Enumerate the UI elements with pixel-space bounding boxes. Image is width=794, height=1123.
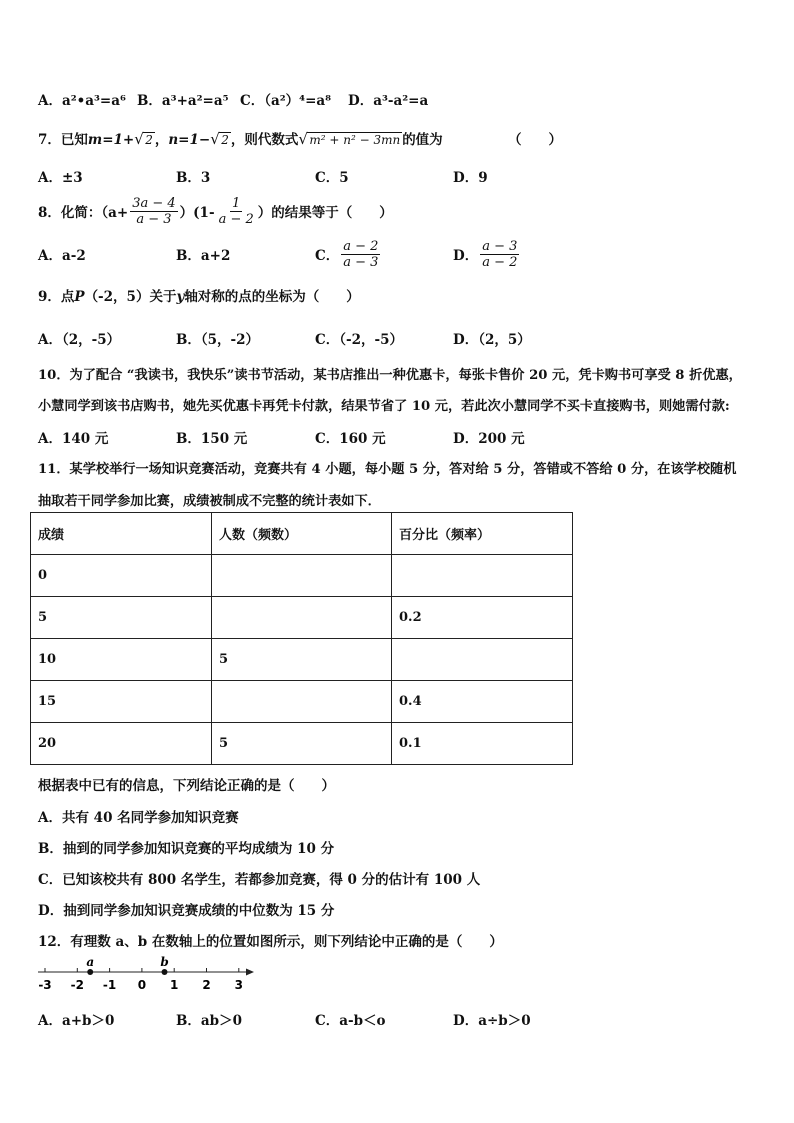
q7-blank: （ ）: [508, 132, 562, 148]
q11-option-a[interactable]: A．共有 40 名同学参加知识竞赛: [38, 810, 239, 826]
q11-line-1: 11．某学校举行一场知识竞赛活动，竞赛共有 4 小题，每小题 5 分，答对给 5 分，答错或不答给 0 分，在该学校随机: [38, 462, 737, 477]
q8-stem: [38, 192, 393, 230]
number-line-tick-label: -1: [102, 978, 117, 992]
q9-option-a[interactable]: A．（2，-5）: [38, 332, 121, 348]
q12-option-d[interactable]: D．a÷b＞0: [453, 1013, 531, 1029]
q7-option-b[interactable]: B．3: [176, 170, 211, 186]
table-row: [31, 639, 573, 681]
number-line-tick-label: 0: [137, 978, 147, 992]
q10-line-2: 小慧同学到该书店购书，她先买优惠卡再凭卡付款，结果节省了 10 元，若此次小慧同学不买卡直接购书，则她需付款:: [38, 399, 730, 414]
q10-option-c[interactable]: C．160 元: [315, 431, 386, 447]
table-row: [31, 555, 573, 597]
q9-pre: 点: [60, 289, 75, 305]
table-cell: 0.2: [392, 597, 573, 639]
q10-option-b[interactable]: B．150 元: [176, 431, 248, 447]
q8-fraction-1: [130, 196, 177, 227]
q7-number: 7．: [38, 132, 61, 148]
q9-option-c[interactable]: C．（-2，-5）: [315, 332, 403, 348]
q8-number: 8．: [38, 205, 61, 221]
table-cell: [212, 597, 392, 639]
q8-fraction-2: [217, 196, 256, 227]
q10-option-a[interactable]: A．140 元: [38, 431, 109, 447]
q12-number-line: [36, 955, 261, 995]
q9-stem: [38, 285, 360, 305]
q12-option-c[interactable]: C．a-b＜o: [315, 1013, 386, 1029]
table-row: [31, 597, 573, 639]
q7-option-d[interactable]: D．9: [453, 170, 488, 186]
q9-coords: （-2，5）关于: [84, 289, 177, 305]
table-cell: 15: [31, 681, 212, 723]
table-cell: [392, 555, 573, 597]
q7-m-sqrt: √ 2: [134, 130, 153, 148]
q8-option-d-fraction: [480, 239, 519, 270]
table-cell: 10: [31, 639, 212, 681]
q7-stem: [38, 128, 443, 148]
q6-option-a[interactable]: A．a²•a³=a⁶: [38, 93, 126, 109]
q6-option-c[interactable]: C．（a²）⁴=a⁸: [240, 93, 332, 109]
q11-prompt: 根据表中已有的信息，下列结论正确的是（ ）: [38, 778, 335, 794]
q7-pre: 已知: [60, 132, 88, 148]
q8-option-d-label: D．: [453, 248, 479, 264]
q10-line-1: 10．为了配合 “我读书，我快乐”读书节活动，某书店推出一种优惠卡，每张卡售价 20 元，凭卡购书可享受 8 折优惠，: [38, 368, 742, 383]
q8-frac2-num: 1: [232, 195, 241, 211]
point-a-label: a: [86, 955, 95, 969]
table-header-percent: 百分比（频率）: [392, 513, 573, 555]
q7-mid: ，则代数式: [230, 132, 299, 148]
q8-optd-den: a − 2: [482, 254, 518, 270]
number-line-tick-label: 2: [202, 978, 211, 992]
q7-n-def: n=1−: [168, 132, 211, 148]
q9-post: 轴对称的点的坐标为（ ）: [184, 289, 360, 305]
number-line-tick-label: -2: [70, 978, 84, 992]
number-line-tick-label: -3: [38, 978, 52, 992]
q10-option-d[interactable]: D．200 元: [453, 431, 525, 447]
table-cell: 0.1: [392, 723, 573, 765]
q7-post: 的值为: [402, 132, 443, 148]
table-row: [31, 681, 573, 723]
q8-option-c-fraction: [341, 239, 380, 270]
table-cell: [212, 555, 392, 597]
q6-option-d[interactable]: D．a³-a²=a: [348, 93, 429, 109]
q8-option-c[interactable]: [315, 235, 382, 273]
table-header-row: [31, 513, 573, 555]
q8-frac1-den: a − 3: [136, 211, 172, 227]
q8-post: ）的结果等于（ ）: [257, 205, 393, 221]
q8-optc-num: a − 2: [343, 238, 379, 254]
point-a-marker: [87, 969, 93, 975]
q7-option-a[interactable]: A．±3: [38, 170, 83, 186]
table-cell: 20: [31, 723, 212, 765]
table-header-count: 人数（频数）: [212, 513, 392, 555]
table-cell: 0.4: [392, 681, 573, 723]
table-header-score: 成绩: [31, 513, 212, 555]
q11-option-d[interactable]: D．抽到同学参加知识竞赛成绩的中位数为 15 分: [38, 903, 335, 919]
q9-number: 9．: [38, 289, 61, 305]
table-cell: 5: [212, 723, 392, 765]
table-cell: 5: [31, 597, 212, 639]
table-cell: 5: [212, 639, 392, 681]
q7-expr-rad: m² + n² − 3mn: [309, 133, 401, 147]
number-line-tick-label: 1: [170, 978, 179, 992]
q7-option-c[interactable]: C．5: [315, 170, 349, 186]
table-cell: 0: [31, 555, 212, 597]
table-row: [31, 723, 573, 765]
q12-option-a[interactable]: A．a+b＞0: [38, 1013, 115, 1029]
q11-option-c[interactable]: C．已知该校共有 800 名学生，若都参加竞赛，得 0 分的估计有 100 人: [38, 872, 481, 888]
q7-m-rad: 2: [145, 133, 153, 147]
q9-option-d[interactable]: D．（2，5）: [453, 332, 531, 348]
q8-frac2-den: a − 2: [218, 211, 254, 227]
q9-axis: y: [176, 289, 185, 305]
point-b-label: b: [160, 955, 169, 969]
q8-pre: 化简：（a+: [60, 205, 129, 221]
number-line-tick-label: 3: [234, 978, 243, 992]
q8-mid: ）(1-: [179, 205, 215, 221]
q11-line-2: 抽取若干同学参加比赛，成绩被制成不完整的统计表如下．: [38, 494, 381, 509]
q8-frac1-num: 3a − 4: [132, 195, 176, 211]
q8-option-c-label: C．: [315, 248, 340, 264]
q12-stem: 12．有理数 a、b 在数轴上的位置如图所示，则下列结论中正确的是（ ）: [38, 934, 503, 950]
number-line-arrow-icon: [246, 969, 254, 976]
q11-stats-table: [30, 512, 573, 765]
q9-point: P: [74, 289, 85, 305]
point-b-marker: [162, 969, 168, 975]
q8-option-d[interactable]: [453, 235, 521, 273]
q9-option-b[interactable]: B．（5，-2）: [176, 332, 260, 348]
table-cell: [392, 639, 573, 681]
q7-m-def: m=1+: [87, 132, 135, 148]
q7-n-sqrt: √ 2: [210, 130, 229, 148]
q6-option-b[interactable]: B．a³+a²=a⁵: [137, 93, 229, 109]
q7-expr-sqrt: √ m² + n² − 3mn: [298, 130, 401, 148]
q7-sep: ，: [154, 132, 169, 148]
q12-option-b[interactable]: B．ab＞0: [176, 1013, 242, 1029]
q8-optc-den: a − 3: [343, 254, 379, 270]
q8-optd-num: a − 3: [482, 238, 518, 254]
q8-option-b[interactable]: B．a+2: [176, 248, 231, 264]
table-cell: [212, 681, 392, 723]
q8-option-a[interactable]: A．a-2: [38, 248, 86, 264]
q11-option-b[interactable]: B．抽到的同学参加知识竞赛的平均成绩为 10 分: [38, 841, 335, 857]
q7-n-rad: 2: [221, 133, 229, 147]
